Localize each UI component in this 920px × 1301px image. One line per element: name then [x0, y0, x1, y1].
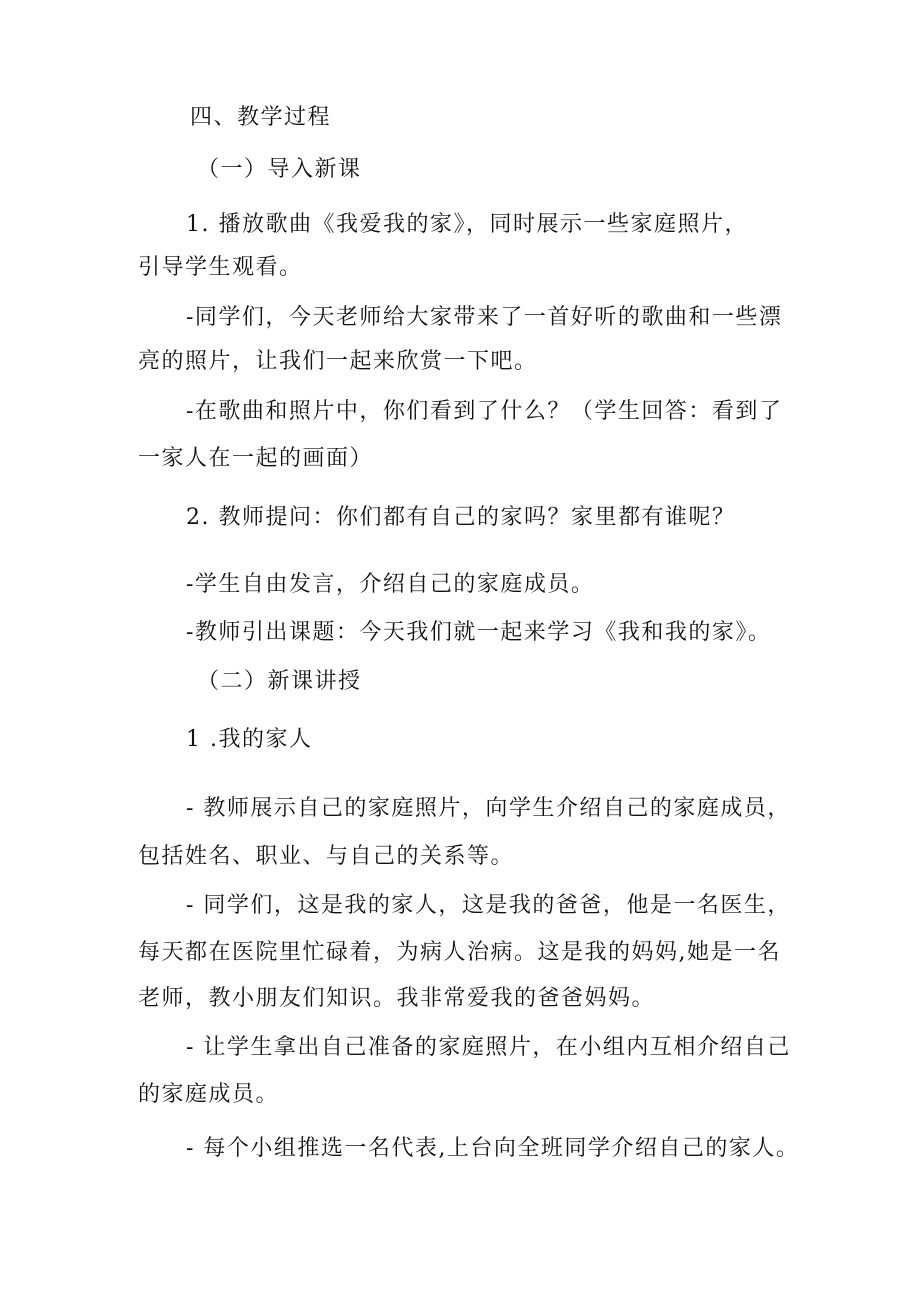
- subsection-heading-new-lesson: （二）新课讲授: [197, 669, 362, 694]
- bullet-1-line-1: - 教师展示自己的家庭照片，向学生介绍自己的家庭成员，: [186, 796, 791, 821]
- bullet-3-line-1: - 让学生拿出自己准备的家庭照片，在小组内互相介绍自己: [186, 1035, 791, 1060]
- bullet-2-line-2: 每天都在医院里忙碌着，为病人治病。这是我的妈妈,她是一名: [138, 940, 781, 965]
- dialog-2-line-2: 一家人在一起的画面）: [138, 446, 374, 471]
- bullet-4: - 每个小组推选一名代表,上台向全班同学介绍自己的家人。: [186, 1136, 800, 1161]
- dialog-1-line-1: -同学们，今天老师给大家带来了一首好听的歌曲和一些漂: [186, 305, 783, 330]
- dialog-1-line-2: 亮的照片，让我们一起来欣赏一下吧。: [138, 349, 538, 374]
- bullet-2-line-3: 老师，教小朋友们知识。我非常爱我的爸爸妈妈。: [138, 986, 656, 1011]
- dialog-2-line-1: -在歌曲和照片中，你们看到了什么？（学生回答：看到了: [186, 399, 783, 424]
- bullet-1-line-2: 包括姓名、职业、与自己的关系等。: [138, 844, 515, 869]
- item-2: 2. 教师提问：你们都有自己的家吗？家里都有谁呢？: [186, 505, 736, 530]
- subsection-heading-intro: （一）导入新课: [197, 157, 362, 182]
- section-heading: 四、教学过程: [190, 105, 332, 130]
- topic-my-family: 1 .我的家人: [186, 727, 313, 752]
- bullet-3-line-2: 的家庭成员。: [138, 1082, 280, 1107]
- item-1-line-2: 引导学生观看。: [138, 255, 303, 280]
- student-speak-line: -学生自由发言，介绍自己的家庭成员。: [186, 572, 595, 597]
- teacher-topic-line: -教师引出课题：今天我们就一起来学习《我和我的家》。: [186, 620, 772, 645]
- bullet-2-line-1: - 同学们，这是我的家人，这是我的爸爸，他是一名医生，: [186, 893, 791, 918]
- item-1-line-1: 1. 播放歌曲《我爱我的家》，同时展示一些家庭照片，: [186, 212, 748, 237]
